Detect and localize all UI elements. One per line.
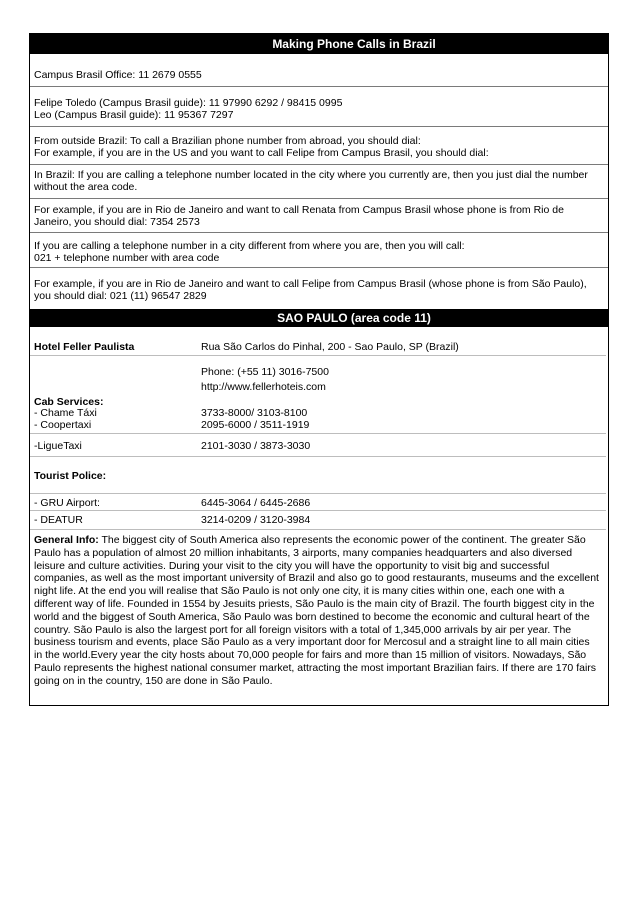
general-info-line: different way of life. Founded in 1554 by Jesuits priests, São Paulo is the main city of Brazil. The fourth biggest city in the: [34, 597, 595, 610]
general-info-line: business tourism and events, place São Paulo as a very important door for Mercosul and a straight line to all main cities: [34, 636, 590, 649]
outside-line-1: From outside Brazil: To call a Brazilian phone number from abroad, you should dial:: [34, 135, 421, 147]
in-brazil-line-2: without the area code.: [34, 181, 138, 193]
cab-heading: Cab Services:: [34, 396, 104, 408]
cab-item: [30, 434, 606, 457]
cab-name: - Coopertaxi: [34, 419, 92, 431]
general-info-line: leisure and culture activities. During your visit to the city you will have the opportunity to visit big and successful: [34, 559, 550, 572]
cab-phones: 2095-6000 / 3511-1919: [201, 419, 310, 431]
general-info-line: in the world.Every year the city hosts about 70,000 people for fairs and more than 15 million of visitors. Nowadays, São: [34, 649, 587, 662]
outside-line-2: For example, if you are in the US and you want to call Felipe from Campus Brasil, you should dial:: [34, 147, 489, 159]
hotel-label: Hotel Feller Paulista: [34, 341, 135, 353]
police-name: - DEATUR: [34, 514, 83, 526]
phone-guide-document: [29, 33, 609, 706]
general-info-line: Paulo represents the highest national consumer market, attracting the most important Brazilian fairs. If there are 170 fairs: [34, 661, 597, 674]
police-name: - GRU Airport:: [34, 497, 100, 509]
general-info-line: going on in the country, 150 are done in São Paulo.: [34, 674, 273, 687]
cab-item: [30, 419, 606, 434]
sp-example-block: [30, 269, 608, 308]
general-info-line: world and the biggest of South America, São Paulo was born destined to become the economic and cultural heart of the: [34, 610, 590, 623]
hotel-phone: Phone: (+55 11) 3016-7500: [201, 366, 329, 378]
guides-block: [30, 88, 608, 127]
police-heading: Tourist Police:: [34, 470, 107, 482]
in-brazil-block: [30, 166, 608, 199]
general-info-label: General Info:: [34, 534, 99, 546]
section-title-sao-paulo: SAO PAULO (area code 11): [30, 309, 608, 327]
general-info-line: Paulo has a population of almost 20 million inhabitants, 3 airports, many companies headquarters and also diversed: [34, 546, 573, 559]
cab-phones: 3733-8000/ 3103-8100: [201, 407, 308, 419]
hotel-website: http://www.fellerhoteis.com: [201, 381, 326, 393]
police-phones: 6445-3064 / 6445-2686: [201, 497, 311, 509]
document-title: Making Phone Calls in Brazil: [30, 34, 608, 54]
office-phone-block: [30, 54, 608, 87]
different-city-block: [30, 234, 608, 268]
general-info-line: country. São Paulo is also the largest port for all foreign visitors with a total of 1,345,000 arrivals by air per year. The: [34, 623, 572, 636]
police-heading-line: [30, 457, 606, 494]
cab-name: - Chame Táxi: [34, 407, 97, 419]
rio-example-block: [30, 200, 608, 233]
general-info-line: companies, as well as the most important university of Brazil and also go to good restaurants, museums and the excellent: [34, 572, 599, 585]
sp-example-line-1: For example, if you are in Rio de Janeiro and want to call Felipe from Campus Brasil (whose phone is from São Paulo),: [34, 278, 587, 290]
hotel-row: [30, 327, 606, 356]
guide-leo-line: Leo (Campus Brasil guide): 11 95367 7297: [34, 109, 234, 121]
rio-example-line-1: For example, if you are in Rio de Janeiro and want to call Renata from Campus Brasil whose phone is from Rio de: [34, 204, 564, 216]
office-phone-line: Campus Brasil Office: 11 2679 0555: [34, 69, 202, 81]
general-info-block: [30, 531, 608, 688]
cab-name: -LigueTaxi: [34, 440, 82, 452]
general-info-line: night life. At the end you will realise that São Paulo is not only one city, it is many cities within one, each one with a: [34, 585, 565, 598]
police-phones: 3214-0209 / 3120-3984: [201, 514, 311, 526]
police-item: [30, 511, 606, 530]
general-info-line: The biggest city of South America also represents the economic power of the continent. The greater São: [98, 534, 586, 546]
guide-felipe-line: Felipe Toledo (Campus Brasil guide): 11 97990 6292 / 98415 0995: [34, 97, 343, 109]
sp-example-line-2: you should dial: 021 (11) 96547 2829: [34, 290, 207, 302]
police-item: [30, 494, 606, 511]
different-city-line-1: If you are calling a telephone number in a city different from where you are, then you will call:: [34, 240, 465, 252]
outside-brazil-block: [30, 128, 608, 165]
different-city-line-2: 021 + telephone number with area code: [34, 252, 220, 264]
hotel-address: Rua São Carlos do Pinhal, 200 - Sao Paulo, SP (Brazil): [201, 341, 459, 353]
cab-phones: 2101-3030 / 3873-3030: [201, 440, 311, 452]
rio-example-line-2: Janeiro, you should dial: 7354 2573: [34, 216, 200, 228]
in-brazil-line-1: In Brazil: If you are calling a telephone number located in the city where you currently are, then you just dial the number: [34, 169, 588, 181]
